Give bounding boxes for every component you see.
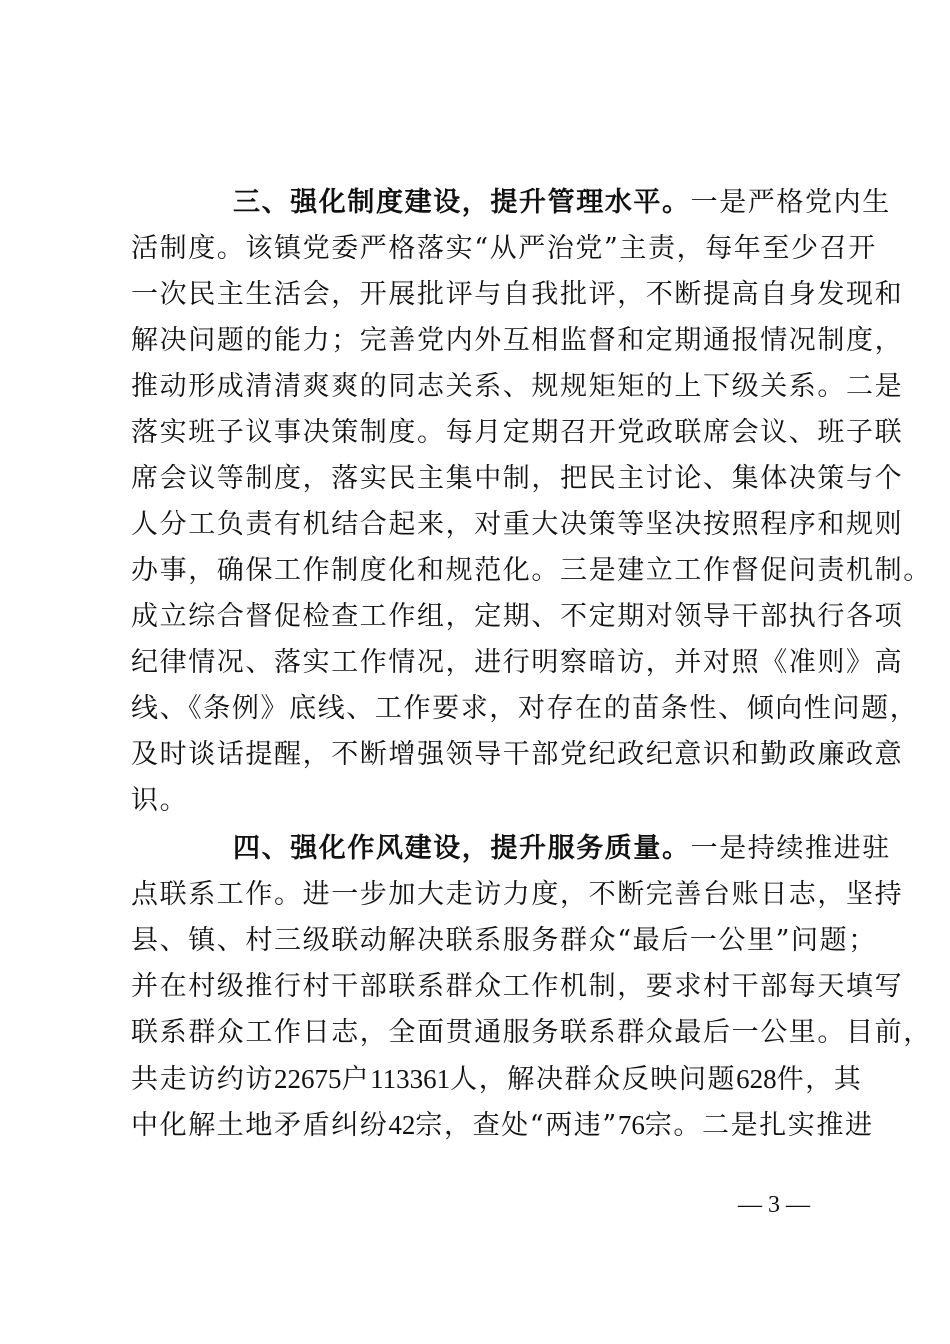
- body-line: 落实班子议事决策制度。每月定期召开党政联席会议、班子联: [131, 417, 904, 448]
- violations-count: 76: [617, 1110, 645, 1140]
- body-line: 线、《条例》底线、工作要求，对存在的苗条性、倾向性问题，: [131, 693, 919, 724]
- body-line: 联系群众工作日志，全面贯通服务联系群众最后一公里。目前，: [131, 1017, 932, 1048]
- stats-text: 户: [341, 1064, 371, 1095]
- stats-line: [131, 1056, 863, 1102]
- page-number: — 3 —: [738, 1192, 810, 1218]
- body-line: 县、镇、村三级联动解决联系服务群众“最后一公里”问题；: [131, 925, 877, 956]
- issues-count: 628: [736, 1064, 777, 1094]
- body-line: 纪律情况、落实工作情况，进行明察暗访，并对照《准则》高: [131, 647, 904, 678]
- body-line: 成立综合督促检查工作组，定期、不定期对领导干部执行各项: [131, 601, 904, 632]
- body-line: 一次民主生活会，开展批评与自我批评，不断提高自身发现和: [131, 279, 904, 310]
- stats-text: 中化解土地矛盾纠纷: [131, 1110, 389, 1141]
- body-line: 点联系工作。进一步加大走访力度，不断完善台账日志，坚持: [131, 879, 904, 910]
- people-count: 113361: [370, 1064, 451, 1094]
- body-line: 及时谈话提醒，不断增强领导干部党纪政纪意识和勤政廉政意: [131, 739, 904, 770]
- body-line: 解决问题的能力；完善党内外互相监督和定期通报情况制度，: [131, 325, 904, 356]
- stats-text: 件，其: [776, 1064, 863, 1095]
- disputes-count: 42: [388, 1110, 416, 1140]
- stats-text: 宗，查处“两违”: [415, 1110, 618, 1141]
- stats-text: 宗。二是扎实推进: [644, 1110, 874, 1141]
- section3-heading: 三、强化制度建设，提升管理水平。: [233, 187, 691, 218]
- body-line: 并在村级推行村干部联系群众工作机制，要求村干部每天填写: [131, 971, 904, 1002]
- section3-first-line: [233, 180, 891, 226]
- body-line: 推动形成清清爽爽的同志关系、规规矩矩的上下级关系。二是: [131, 371, 904, 402]
- body-line: 识。: [131, 785, 189, 816]
- body-line: 人分工负责有机结合起来，对重大决策等坚决按照程序和规则: [131, 509, 904, 540]
- stats-line-2: [131, 1102, 874, 1148]
- body-line: 席会议等制度，落实民主集中制，把民主讨论、集体决策与个: [131, 463, 904, 494]
- section4-first-line: [233, 826, 891, 872]
- section4-heading: 四、强化作风建设，提升服务质量。: [233, 833, 691, 864]
- stats-text: 人，解决群众反映问题: [450, 1064, 737, 1095]
- body-line: 办事，确保工作制度化和规范化。三是建立工作督促问责机制。: [131, 555, 932, 586]
- section3-first-line-text: 一是严格党内生: [690, 187, 891, 218]
- stats-text: 共走访约访: [131, 1064, 274, 1095]
- section4-first-line-text: 一是持续推进驻: [690, 833, 891, 864]
- body-line: 活制度。该镇党委严格落实“从严治党”主责，每年至少召开: [131, 233, 877, 264]
- households-count: 22675: [274, 1064, 342, 1094]
